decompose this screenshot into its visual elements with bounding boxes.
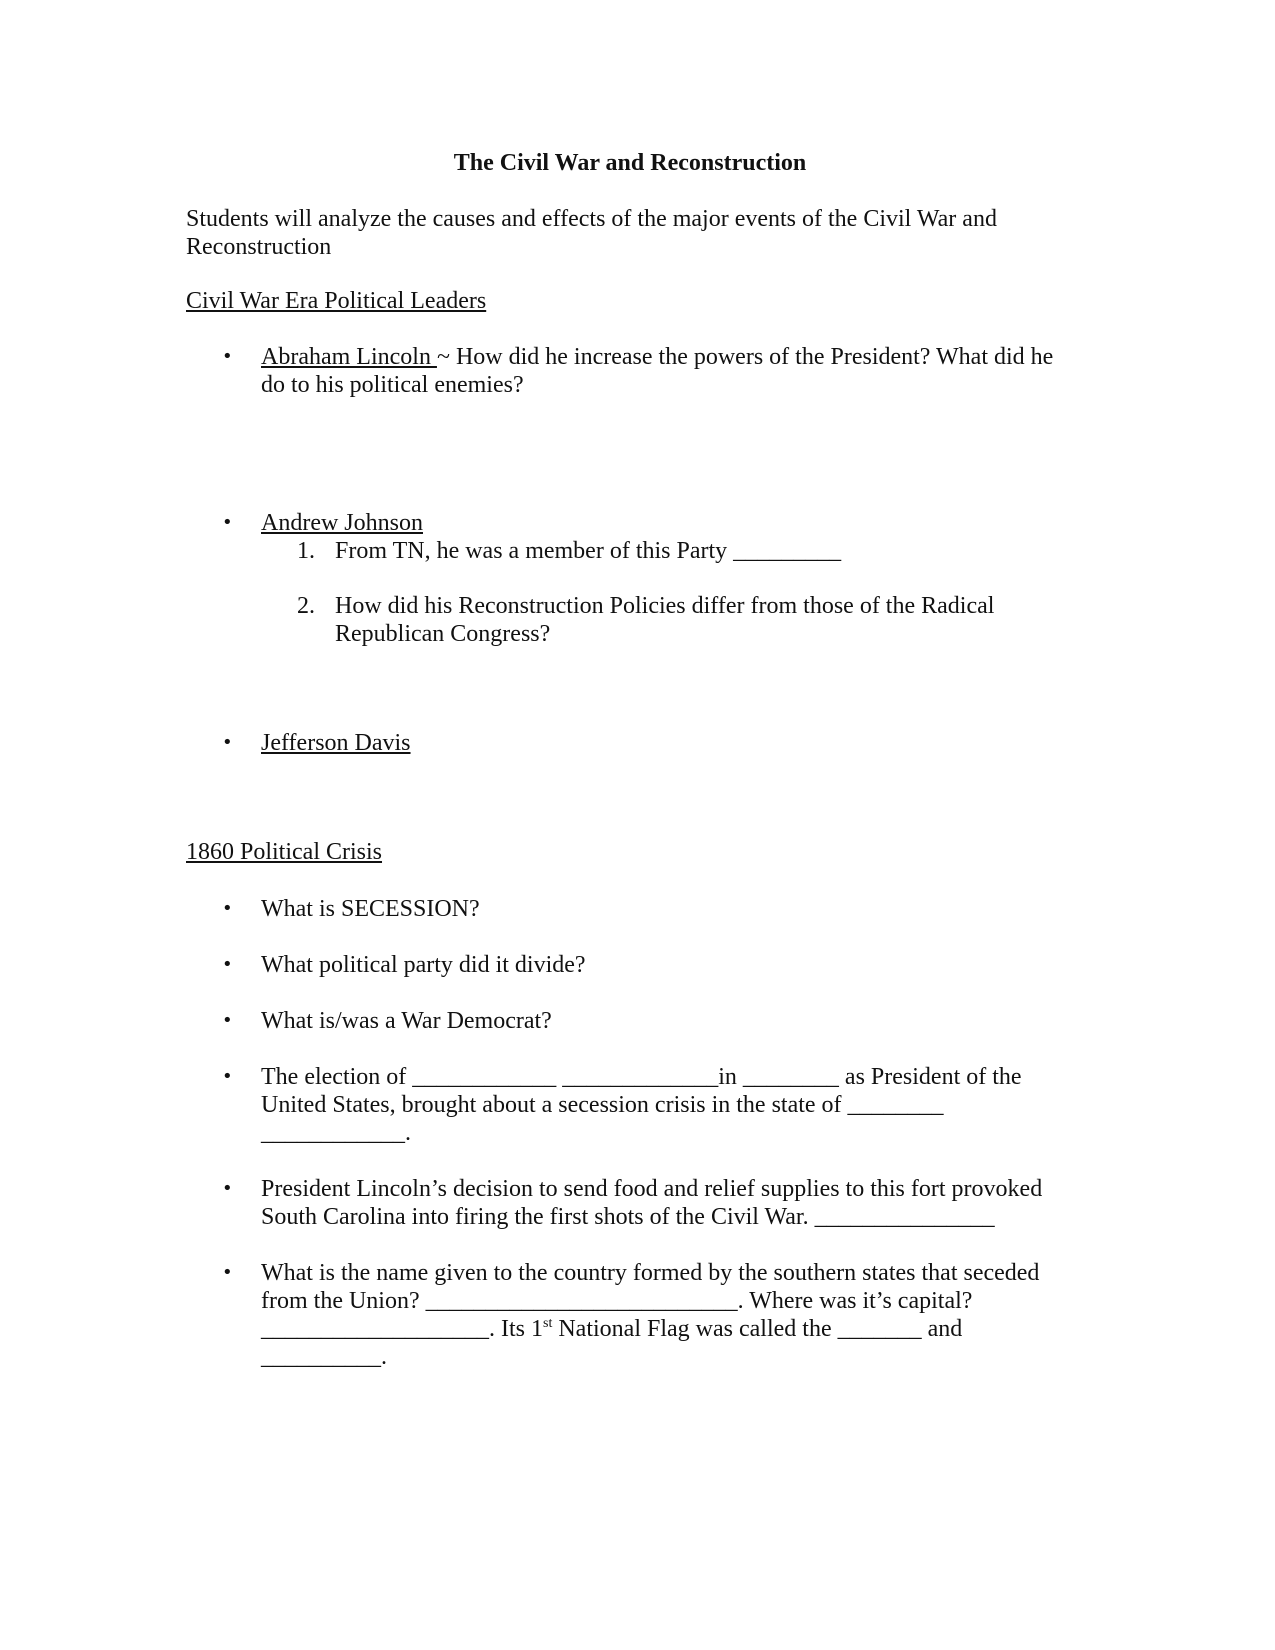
- list-number: 2.: [297, 593, 315, 619]
- johnson-name: [261, 509, 1081, 537]
- page-title: The Civil War and Reconstruction: [453, 150, 807, 176]
- question-confederacy: [261, 1259, 1056, 1371]
- intro-paragraph: Students will analyze the causes and effects of the major events of the Civil War and Reconstruction: [186, 206, 997, 260]
- question-war-democrat: What is/was a War Democrat?: [261, 1008, 552, 1034]
- question-secession: What is SECESSION?: [261, 896, 480, 922]
- section-heading-leaders: Civil War Era Political Leaders: [186, 288, 487, 314]
- question-party-divide: What political party did it divide?: [261, 952, 586, 978]
- bullet-icon: •: [222, 732, 233, 753]
- ordinal-suffix: st: [543, 1316, 553, 1331]
- lincoln-question-text: ~ How did he increase the powers of the President? What did he do to his political enemies?: [261, 344, 1054, 398]
- question-confederacy-part1: What is the name given to the country formed by the southern states that seceded from the Union? __________________________. Where was it’s capital? ___________________. Its 1: [261, 1260, 1040, 1342]
- bullet-icon: •: [222, 346, 233, 367]
- question-confederacy-part2: National Flag was called the _______ and __________.: [261, 1316, 963, 1370]
- list-number: 1.: [297, 538, 315, 564]
- johnson-name-text: Andrew Johnson: [261, 510, 423, 536]
- johnson-item-2: How did his Reconstruction Policies differ from those of the Radical Republican Congress?: [335, 593, 995, 647]
- johnson-item-1: From TN, he was a member of this Party _________: [335, 538, 842, 564]
- bullet-icon: •: [222, 1066, 233, 1087]
- bullet-icon: •: [222, 512, 233, 533]
- bullet-icon: •: [222, 1178, 233, 1199]
- bullet-icon: •: [222, 1010, 233, 1031]
- question-election: The election of ____________ _____________in ________ as President of the United States, brought about a secession crisis in the state of ________ ____________.: [261, 1064, 1022, 1146]
- section-heading-crisis: 1860 Political Crisis: [186, 839, 383, 865]
- bullet-icon: •: [222, 1262, 233, 1283]
- lincoln-name: Abraham Lincoln: [261, 344, 437, 370]
- davis-name: [261, 729, 1081, 757]
- davis-name-text: Jefferson Davis: [261, 730, 411, 756]
- bullet-icon: •: [222, 954, 233, 975]
- bullet-icon: •: [222, 898, 233, 919]
- lincoln-question: [261, 343, 1081, 399]
- question-fort: President Lincoln’s decision to send food and relief supplies to this fort provoked South Carolina into firing the first shots of the Civil War. _______________: [261, 1176, 1043, 1230]
